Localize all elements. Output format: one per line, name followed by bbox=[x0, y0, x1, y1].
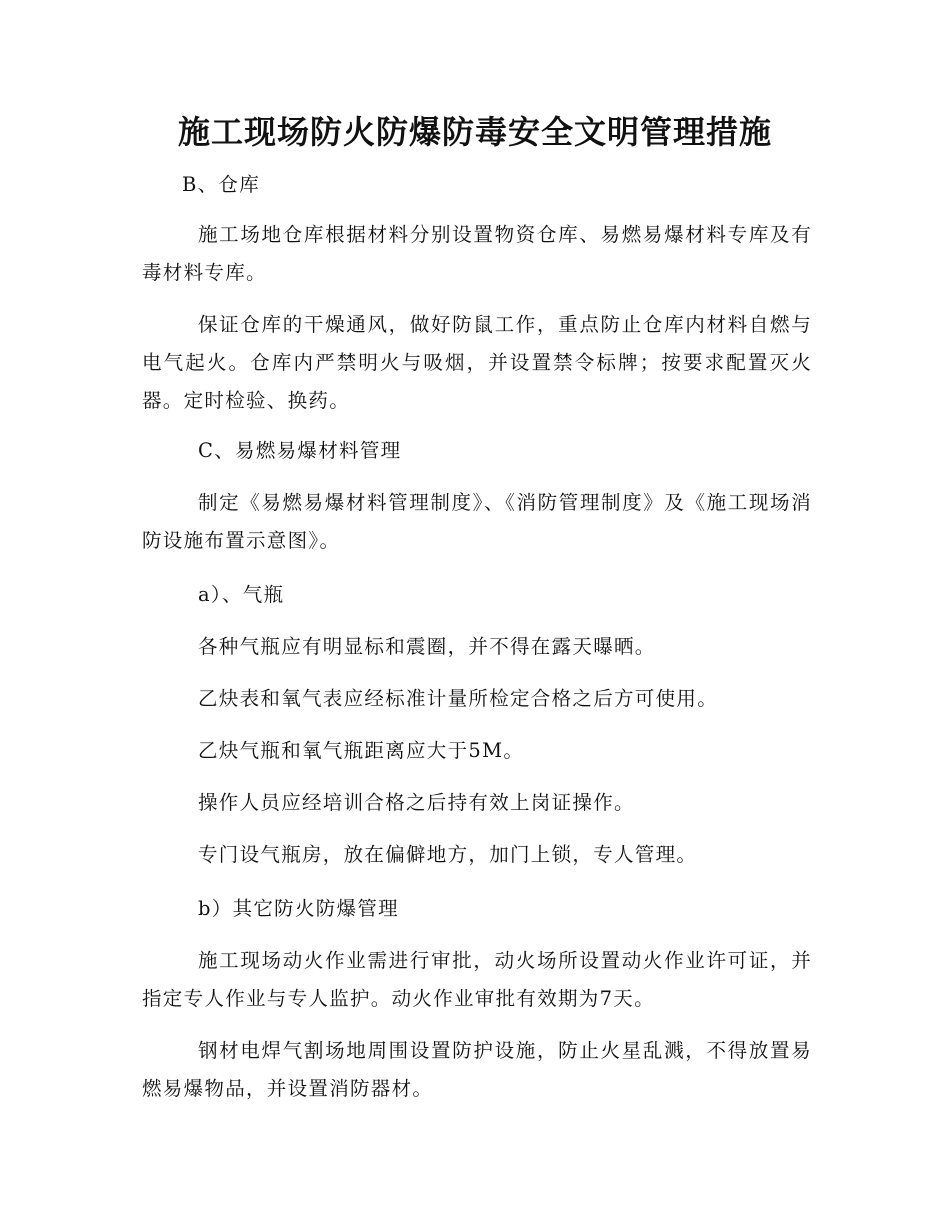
paragraph-gas-cylinder-marking: 各种气瓶应有明显标和震圈，并不得在露天曝晒。 bbox=[198, 635, 656, 658]
page-title: 施工现场防火防爆防毒安全文明管理措施 bbox=[177, 113, 772, 151]
section-heading-c: C、易燃易爆材料管理 bbox=[198, 439, 402, 462]
paragraph-regulations: 制定《易燃易爆材料管理制度》、《消防管理制度》及《施工现场消防设施布置示意图》。 bbox=[142, 491, 812, 552]
paragraph-warehouse-setup: 施工场地仓库根据材料分别设置物资仓库、易燃易爆材料专库及有毒材料专库。 bbox=[142, 223, 812, 284]
paragraph-gauge-calibration: 乙炔表和氧气表应经标准计量所检定合格之后方可使用。 bbox=[198, 687, 719, 710]
subsection-heading-a: a）、气瓶 bbox=[198, 583, 285, 606]
section-heading-b: B、仓库 bbox=[182, 173, 261, 196]
paragraph-cylinder-distance: 乙炔气瓶和氧气瓶距离应大于5M。 bbox=[198, 739, 525, 762]
paragraph-cylinder-storage: 专门设气瓶房，放在偏僻地方，加门上锁，专人管理。 bbox=[198, 843, 698, 866]
paragraph-operator-training: 操作人员应经培训合格之后持有效上岗证操作。 bbox=[198, 791, 635, 814]
subsection-heading-b: b）其它防火防爆管理 bbox=[198, 897, 399, 920]
paragraph-welding-protection: 钢材电焊气割场地周围设置防护设施，防止火星乱溅，不得放置易燃易爆物品，并设置消防器材。 bbox=[142, 1039, 812, 1100]
paragraph-warehouse-safety: 保证仓库的干燥通风，做好防鼠工作，重点防止仓库内材料自燃与电气起火。仓库内严禁明火与吸烟，并设置禁令标牌；按要求配置灭火器。定时检验、换药。 bbox=[142, 313, 812, 412]
paragraph-hot-work-approval: 施工现场动火作业需进行审批，动火场所设置动火作业许可证，并指定专人作业与专人监护。动火作业审批有效期为7天。 bbox=[142, 949, 812, 1010]
